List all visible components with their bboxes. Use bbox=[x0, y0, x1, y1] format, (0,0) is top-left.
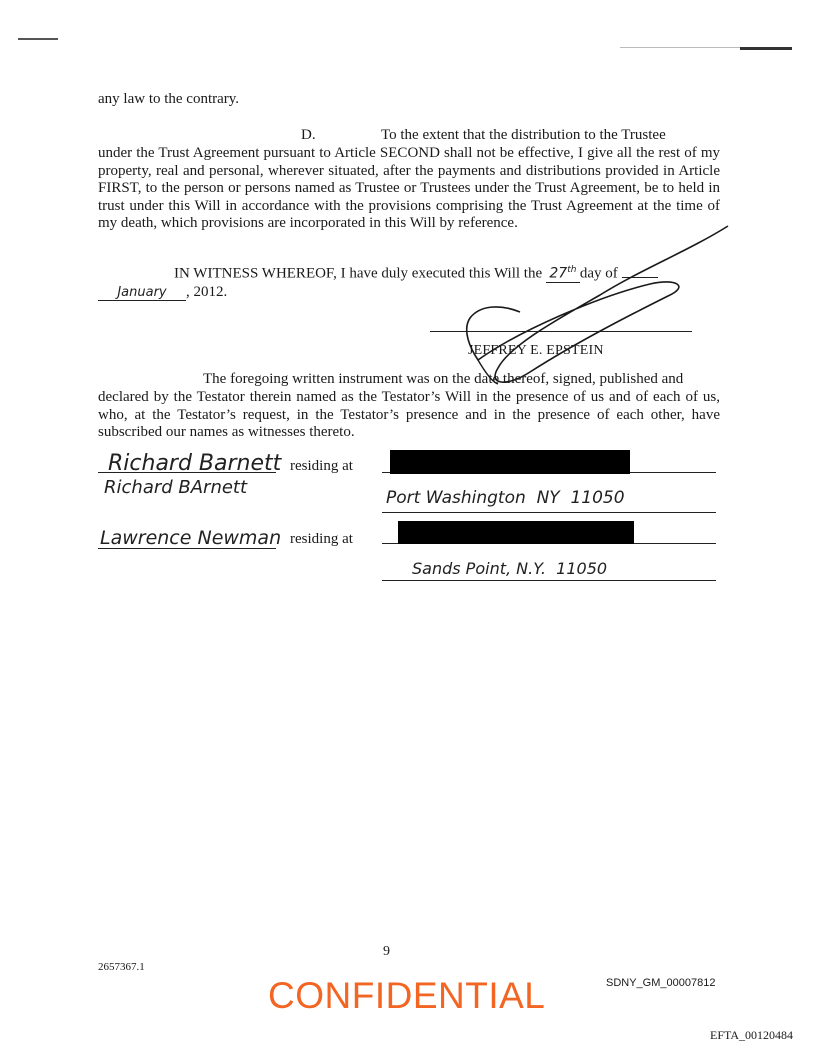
attestation-first-line: The foregoing written instrument was on the date thereof, signed, published and bbox=[203, 371, 684, 387]
page-number: 9 bbox=[383, 944, 390, 959]
witness-2-address-line-2 bbox=[382, 580, 716, 581]
section-d-first-line: To the extent that the distribution to the Trustee bbox=[381, 127, 666, 143]
day-handwritten: 27th bbox=[546, 265, 580, 283]
witness-2-residing-label: residing at bbox=[290, 531, 353, 547]
confidential-stamp: CONFIDENTIAL bbox=[268, 975, 546, 1016]
witness-2-signature: Lawrence Newman bbox=[100, 527, 282, 549]
month-handwritten: January bbox=[98, 285, 186, 301]
attestation-body: declared by the Testator therein named as the Testator’s Will in the presence of us and of each of us, who, at the Testator’s request, in the Testator’s presence and in the presence of each other, have subscribed our names as witnesses thereto. bbox=[98, 389, 720, 440]
doc-id: 2657367.1 bbox=[98, 961, 145, 973]
witness-1-signature-line bbox=[98, 472, 276, 473]
witness-1-address-line-2 bbox=[382, 512, 716, 513]
witness-2-signature-line bbox=[98, 548, 276, 549]
continuation-line: any law to the contrary. bbox=[98, 91, 240, 107]
witness-2-address-handwritten: Sands Point, N.Y. 11050 bbox=[412, 559, 608, 578]
bates-efta: EFTA_00120484 bbox=[710, 1028, 794, 1042]
section-d-label: D. bbox=[301, 127, 316, 143]
section-d-body: under the Trust Agreement pursuant to Article SECOND shall not be effective, I give all the rest of my property, real and personal, wherever situated, after the payments and distributions provided in Article FIRST, to the person or persons named as Trustee or Trustees under the Trust Agreement, be to held in trust under this Will in accordance with the provisions comprising the Trust Agreement at the time of my death, which provisions are incorporated in this Will by reference. bbox=[98, 145, 720, 231]
witness-1-address-handwritten: Port Washington NY 11050 bbox=[386, 488, 625, 508]
witness-1-printed-name: Richard BArnett bbox=[104, 477, 248, 498]
testator-name: JEFFREY E. EPSTEIN bbox=[468, 343, 604, 358]
bates-sdny: SDNY_GM_00007812 bbox=[606, 977, 716, 989]
witness-2-address-redaction bbox=[398, 521, 634, 544]
day-of-label: day of bbox=[579, 265, 618, 282]
witness-1-address-redaction bbox=[390, 450, 630, 474]
witness-1-residing-label: residing at bbox=[290, 458, 353, 474]
day-suffix: th bbox=[567, 265, 577, 275]
year-text: , 2012. bbox=[186, 284, 228, 300]
witness-clause-text: IN WITNESS WHEREOF, I have duly executed this Will the bbox=[174, 265, 543, 282]
witness-1-signature: Richard Barnett bbox=[108, 451, 282, 476]
